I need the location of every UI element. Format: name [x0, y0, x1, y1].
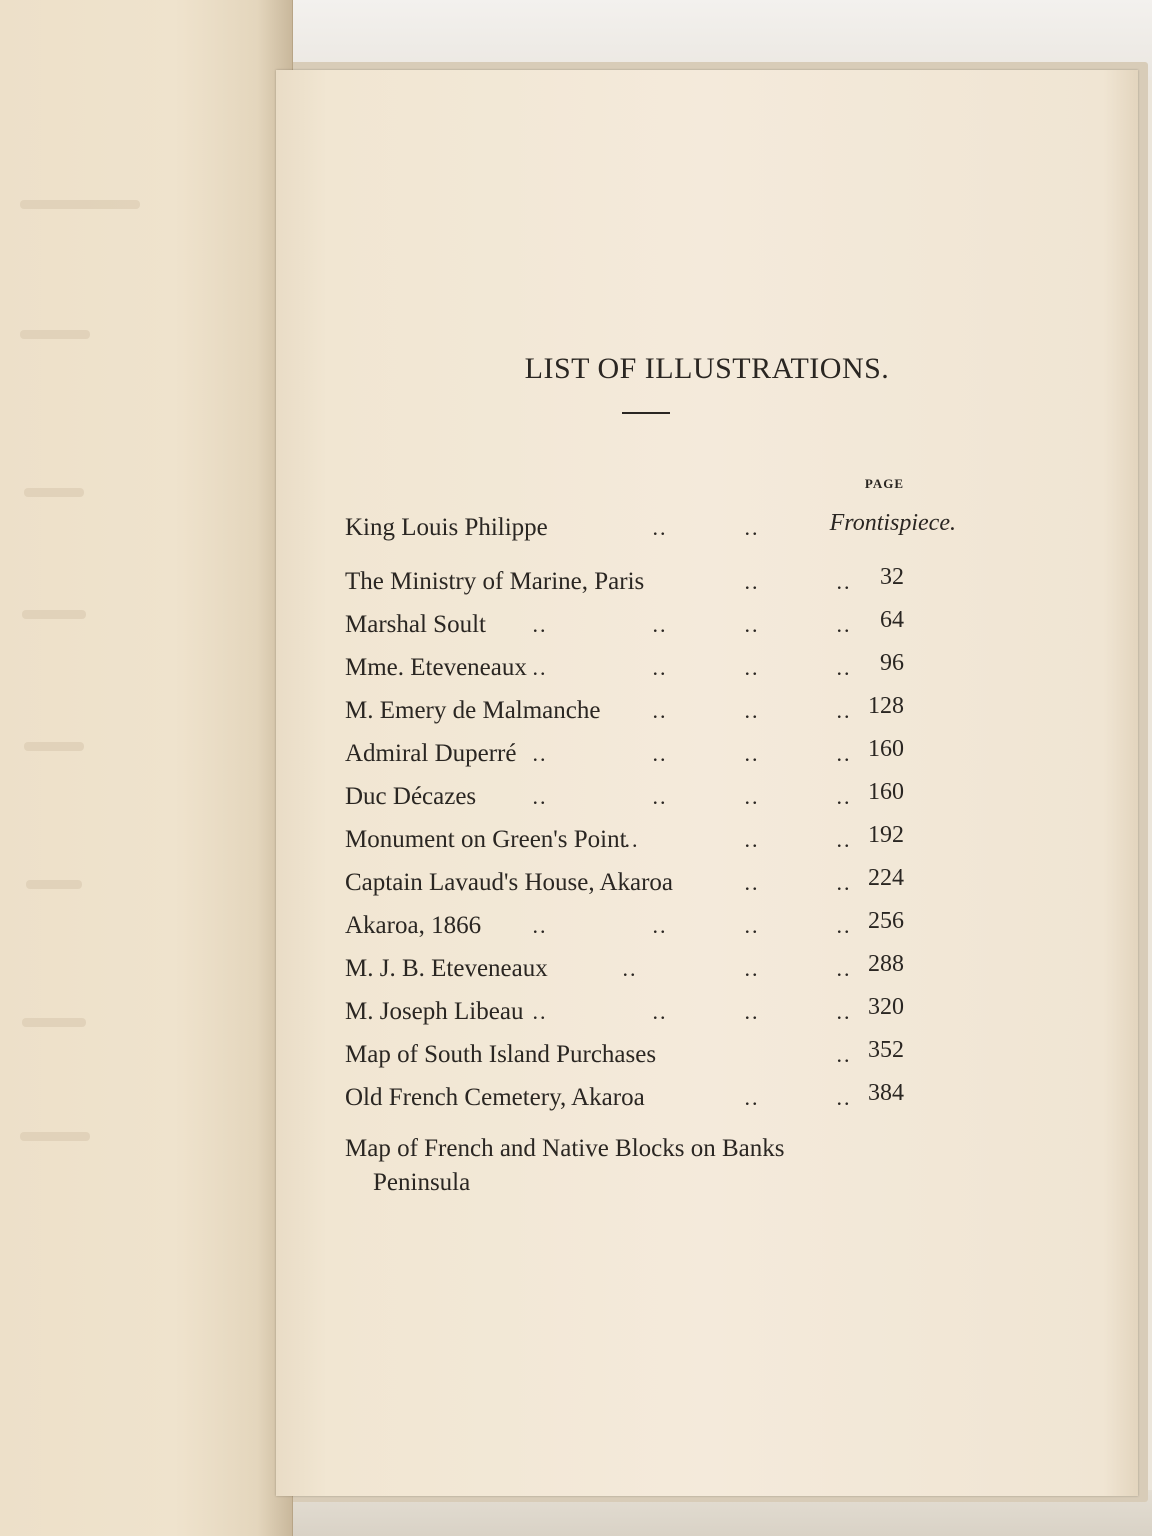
- leader-dots: ..: [836, 1042, 852, 1067]
- list-item: Monument on Green's Point: [345, 826, 627, 853]
- leader-dots: ..: [744, 612, 760, 637]
- leader-dots: ..: [532, 612, 548, 637]
- leader-dots: ..: [744, 1085, 760, 1110]
- leader-dots: ..: [836, 569, 852, 594]
- leader-dots: ..: [836, 913, 852, 938]
- leader-dots: ..: [652, 741, 668, 766]
- bleed-through-mark: [20, 200, 140, 209]
- leader-dots: ..: [652, 515, 668, 540]
- page-number: 384: [868, 1080, 904, 1106]
- page-title: LIST OF ILLUSTRATIONS.: [524, 352, 890, 385]
- leader-dots: ..: [744, 515, 760, 540]
- leader-dots: ..: [836, 956, 852, 981]
- leader-dots: ..: [836, 870, 852, 895]
- bleed-through-mark: [26, 880, 82, 889]
- leader-dots: ..: [622, 956, 638, 981]
- leader-dots: ..: [836, 1085, 852, 1110]
- leader-dots: ..: [532, 999, 548, 1024]
- page-number: 256: [868, 908, 904, 934]
- page-number: 32: [880, 564, 904, 590]
- leader-dots: ..: [744, 569, 760, 594]
- left-page: [0, 0, 293, 1536]
- page-number: 288: [868, 951, 904, 977]
- leader-dots: ..: [836, 827, 852, 852]
- leader-dots: ..: [836, 612, 852, 637]
- list-item-line: Map of French and Native Blocks on Banks: [345, 1135, 785, 1162]
- leader-dots: ..: [836, 655, 852, 680]
- page-number: 64: [880, 607, 904, 633]
- list-item: King Louis Philippe: [345, 514, 548, 541]
- leader-dots: ..: [532, 913, 548, 938]
- list-item: Captain Lavaud's House, Akaroa: [345, 869, 674, 896]
- leader-dots: ..: [744, 698, 760, 723]
- leader-dots: ..: [532, 741, 548, 766]
- leader-dots: ..: [744, 999, 760, 1024]
- leader-dots: ..: [836, 741, 852, 766]
- list-item: Marshal Soult: [345, 611, 486, 638]
- page-column-label: PAGE: [864, 476, 904, 491]
- leader-dots: ..: [744, 655, 760, 680]
- leader-dots: ..: [836, 999, 852, 1024]
- bleed-through-mark: [22, 610, 86, 619]
- leader-dots: ..: [744, 741, 760, 766]
- page-number: 224: [868, 865, 904, 891]
- page-number: 128: [868, 693, 904, 719]
- leader-dots: ..: [652, 913, 668, 938]
- bleed-through-mark: [20, 330, 90, 339]
- list-item: Old French Cemetery, Akaroa: [345, 1084, 645, 1111]
- list-item: M. Emery de Malmanche: [345, 697, 601, 724]
- leader-dots: ..: [744, 956, 760, 981]
- page-number: 160: [868, 779, 904, 805]
- leader-dots: ..: [652, 698, 668, 723]
- bleed-through-mark: [24, 488, 84, 497]
- leader-dots: ..: [652, 612, 668, 637]
- page-number: 352: [868, 1037, 904, 1063]
- frontispiece-label: Frontispiece.: [829, 510, 956, 536]
- leader-dots: ..: [744, 913, 760, 938]
- leader-dots: ..: [836, 784, 852, 809]
- leader-dots: ..: [652, 784, 668, 809]
- list-item: Admiral Duperré: [345, 740, 517, 767]
- list-item: Duc Décazes: [345, 783, 477, 810]
- page-number: 160: [868, 736, 904, 762]
- leader-dots: ..: [744, 870, 760, 895]
- leader-dots: ..: [652, 655, 668, 680]
- bleed-through-mark: [20, 1132, 90, 1141]
- list-item: M. J. B. Eteveneaux: [345, 955, 548, 982]
- page-number: 320: [868, 994, 904, 1020]
- leader-dots: ..: [744, 784, 760, 809]
- list-item-line: Peninsula: [373, 1169, 471, 1196]
- bleed-through-mark: [22, 1018, 86, 1027]
- list-item: M. Joseph Libeau: [345, 998, 524, 1025]
- list-item: Map of South Island Purchases: [345, 1041, 657, 1068]
- title-rule: [622, 412, 670, 414]
- list-item: Mme. Eteveneaux: [345, 654, 527, 681]
- list-item: The Ministry of Marine, Paris: [345, 568, 645, 595]
- page-number: 96: [880, 650, 904, 676]
- leader-dots: ..: [532, 655, 548, 680]
- page-number: 192: [868, 822, 904, 848]
- right-page: [276, 70, 1138, 1496]
- list-item: [345, 1132, 885, 1200]
- leader-dots: ..: [744, 827, 760, 852]
- bleed-through-mark: [24, 742, 84, 751]
- leader-dots: ..: [652, 999, 668, 1024]
- leader-dots: ..: [532, 784, 548, 809]
- leader-dots: ..: [624, 827, 640, 852]
- leader-dots: ..: [836, 698, 852, 723]
- list-item: Akaroa, 1866: [345, 912, 482, 939]
